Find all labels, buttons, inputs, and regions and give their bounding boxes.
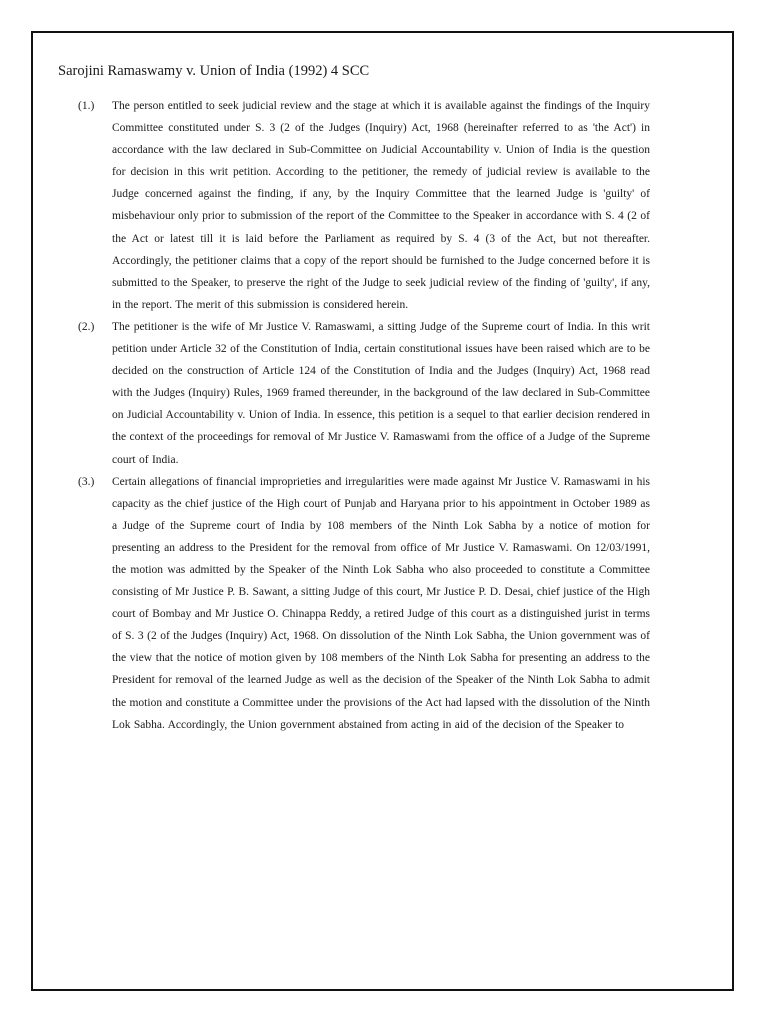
paragraph-list bbox=[78, 95, 650, 736]
paragraph-text: The petitioner is the wife of Mr Justice V. Ramaswami, a sitting Judge of the Supreme court of India. In this writ petition under Article 32 of the Constitution of India, certain constitutional issues have been raised which are to be decided on the construction of Article 124 of the Constitution of India and the Judges (Inquiry) Act, 1968 read with the Judges (Inquiry) Rules, 1969 framed thereunder, in the background of the law declared in Sub-Committee on Judicial Accountability v. Union of India. In essence, this petition is a sequel to that earlier decision rendered in the context of the proceedings for removal of Mr Justice V. Ramaswami from the office of a Judge of the Supreme court of India. bbox=[112, 320, 650, 466]
document-title: Sarojini Ramaswamy v. Union of India (1992) 4 SCC bbox=[58, 63, 370, 79]
paragraph-text: Certain allegations of financial improprieties and irregularities were made against Mr Justice V. Ramaswami in his capacity as the chief justice of the High court of Punjab and Haryana prior to his appointment in October 1989 as a Judge of the Supreme court of India by 108 members of the Ninth Lok Sabha by a notice of motion for presenting an address to the President for the removal from office of Mr Justice V. Ramaswami. On 12/03/1991, the motion was admitted by the Speaker of the Ninth Lok Sabha who also proceeded to constitute a Committee consisting of Mr Justice P. B. Sawant, a sitting Judge of this court, Mr Justice P. D. Desai, chief justice of the High court of Bombay and Mr Justice O. Chinappa Reddy, a retired Judge of this court as a distinguished jurist in terms of S. 3 (2 of the Judges (Inquiry) Act, 1968. On dissolution of the Ninth Lok Sabha, the Union government was of the view that the notice of motion given by 108 members of the Ninth Lok Sabha for presenting an address to the President for removal of the learned Judge as well as the decision of the Speaker of the Ninth Lok Sabha to admit the motion and constitute a Committee under the provisions of the Act had lapsed with the dissolution of the Ninth Lok Sabha. Accordingly, the Union government abstained from acting in aid of the decision of the Speaker to bbox=[112, 475, 650, 731]
paragraph-number: (1.) bbox=[78, 100, 95, 112]
paragraph-3 bbox=[78, 471, 650, 736]
paragraph-2 bbox=[78, 316, 650, 471]
paragraph-1 bbox=[78, 95, 650, 316]
paragraph-number: (3.) bbox=[78, 475, 95, 488]
paragraph-text: The person entitled to seek judicial review and the stage at which it is available against the findings of the Inquiry Committee constituted under S. 3 (2 of the Judges (Inquiry) Act, 1968 (hereinafter referred to as 'the Act') in accordance with the law declared in Sub-Committee on Judicial Accountability v. Union of India is the question for decision in this writ petition. According to the petitioner, the remedy of judicial review is available to the Judge concerned against the finding, if any, by the Inquiry Committee that the learned Judge is 'guilty' of misbehaviour only prior to submission of the report of the Committee to the Speaker in accordance with S. 4 (2 of the Act or latest till it is laid before the Parliament as required by S. 4 (3 of the Act, but not thereafter. Accordingly, the petitioner claims that a copy of the report should be furnished to the Judge concerned before it is submitted to the Speaker, to preserve the right of the Judge to seek judicial review of the finding of 'guilty', if any, in the report. The merit of this submission is considered herein. bbox=[112, 100, 650, 311]
paragraph-number: (2.) bbox=[78, 320, 95, 333]
